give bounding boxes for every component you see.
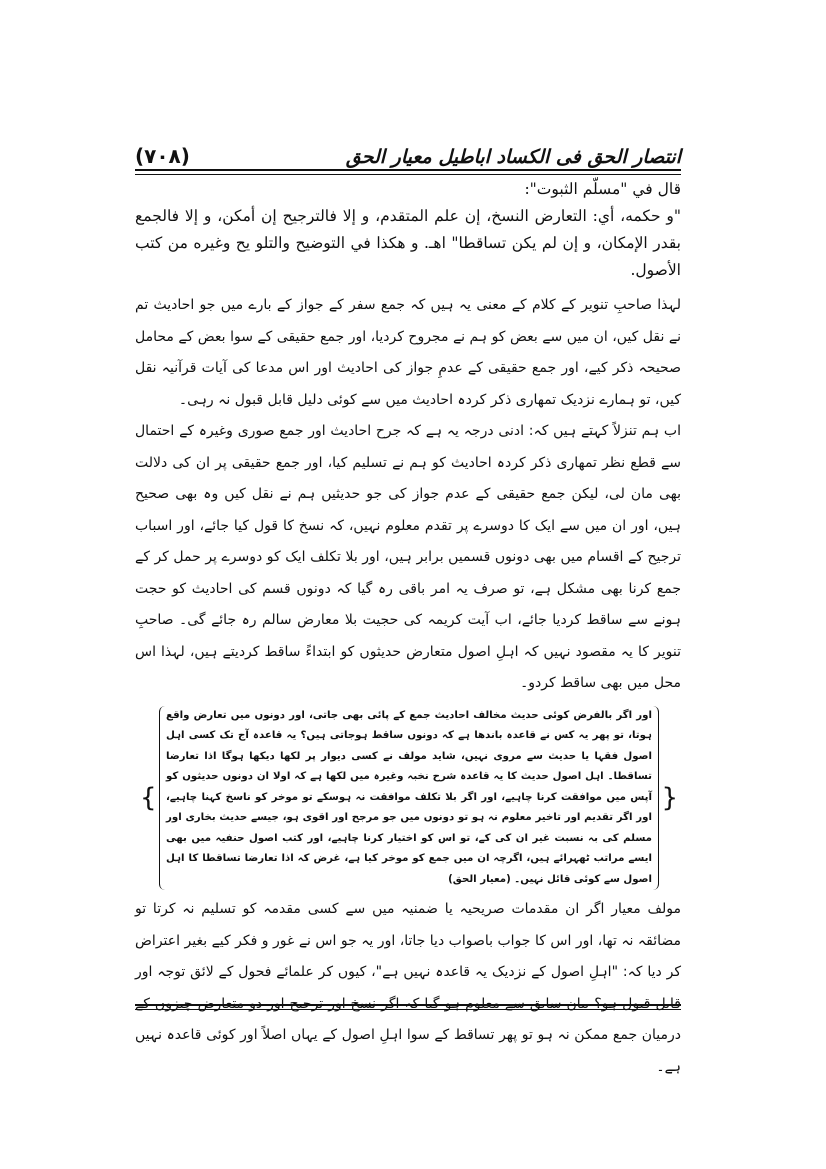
arabic-quote-intro: قال في "مسلّم الثبوت": — [524, 180, 681, 198]
running-title: انتصار الحق فی الکساد اباطیل معیار الحق — [345, 146, 681, 168]
paragraph-1: لہذا صاحبِ تنویر کے کلام کے معنی یہ ہیں کہ جمع سفر کے جواز کے بارے میں جو احادیث تم نے نقل کیں، ان میں سے بعض کو ہم نے مجروح کردیا، اور جمع حقیقی کے سوا بعض کے محامل صحیحہ ذکر کیے، اور جمع حقیقی کے عدمِ جواز کی احادیث اور اس مدعا کی آیات قرآنیہ نقل کیں، تو ہمارے نزدیک تمھاری ذکر کردہ احادیث میں سے کوئی دلیل قابل قبول نہ رہی۔ — [135, 297, 681, 408]
left-brace: } — [140, 782, 157, 813]
page-number: (۷۰۸) — [135, 144, 190, 168]
quoted-note-box — [140, 706, 678, 891]
paragraph-2: اب ہم تنزلاً کہتے ہیں کہ: ادنی درجہ یہ ہے کہ جرح احادیث اور جمع صوری وغیرہ کے احتمال سے قطع نظر تمھاری ذکر کردہ احادیث کو ہم نے تسلیم کیا، اور جمع حقیقی پر ان کی دلالت بھی مان لی، لیکن جمع حقیقی کے عدم جواز کی جو حدیثیں ہم نے نقل کیں وہ بھی صحیح ہیں، اور ان میں سے ایک کا دوسرے پر تقدم معلوم نہیں، کہ نسخ کا قول کیا جائے، اور اسباب ترجیح کے اقسام میں بھی دونوں قسمیں برابر ہیں، اور بلا تکلف ایک کو دوسرے پر حمل کر کے جمع کرنا بھی مشکل ہے، تو صرف یہ امر باقی رہ گیا کہ دونوں قسم کی احادیث کو حجت ہونے سے ساقط کردیا جائے، اب آیت کریمہ کی حجیت بلا معارض سالم رہ جائے گی۔ صاحبِ تنویر کا یہ مقصود نہیں کہ اہلِ اصول متعارض حدیثوں کو ابتداءً ساقط کردیتے ہیں، لہذا اس محل میں بھی ساقط کردو۔ — [135, 423, 681, 691]
right-brace: { — [661, 782, 678, 813]
footer-rule — [135, 1004, 681, 1010]
arabic-quote-text: "و حكمه، أي: التعارض النسخ، إن علم المتقدم، و إلا فالترجيح إن أمكن، و إلا فالجمع بقدر الإمكان، و إن لم يكن تساقطا" اهـ. و هكذا في التوضيح والتلو يح وغيره من كتب الأصول. — [135, 207, 681, 279]
quoted-note-text: اور اگر بالفرض کوئی حدیث مخالف احادیث جمع کے پائی بھی جاتی، اور دونوں میں تعارض واقع ہوتا، تو پھر یہ کس نے قاعدہ باندھا ہے کہ دونوں ساقط ہوجاتی ہیں؟ یہ قاعدہ آج تک کسی اہل اصول فقہا یا حدیث سے مروی نہیں، شاید مولف نے کسی دیوار پر لکھا دیکھا ہوگا اذا تعارضا تساقطا۔ اہل اصول حدیث کا یہ قاعدہ شرح نخبہ وغیرہ میں لکھا ہے کہ اولا ان دونوں حدیثوں کو آپس میں موافقت کرنا چاہیے، اور اگر بلا تکلف موافقت نہ ہوسکے تو موخر کو ناسخ کہنا چاہیے، اور اگر تقدیم اور تاخیر معلوم نہ ہو تو دونوں میں جو مرجح اور اقوی ہو، جیسے حدیث بخاری اور مسلم کی بہ نسبت غیر ان کی کے، تو اس کو اختیار کرنا چاہیے، اور کتب اصول حنفیہ میں بھی ایسے مراتب ٹھہرائے ہیں، اگرچہ ان میں جمع کو موخر کیا ہے، غرض کہ اذا تعارضا تساقطا کا اہل اصول سے کوئی قائل نہیں۔ (معیار الحق) — [166, 709, 652, 885]
page-body — [135, 176, 681, 1083]
header-rule — [135, 169, 681, 175]
page-header — [135, 128, 681, 168]
closing-paragraph: مولف معیار اگر ان مقدمات صریحیہ یا ضمنیہ میں سے کسی مقدمہ کو تسلیم نہ کرتا تو مضائقہ نہ تھا، اور اس کا جواب باصواب دیا جاتا، اور یہ جو اس نے غور و فکر کیے بغیر اعتراض کر دیا کہ: "اہلِ اصول کے نزدیک یہ قاعدہ نہیں ہے"، کیوں کر علمائے فحول کے لائق توجہ اور قابل قبول ہو؟ بیان سابق سے معلوم ہو گیا کہ اگر نسخ اور ترجیح اور دو متعارض چیزوں کے درمیان جمع ممکن نہ ہو تو پھر تساقط کے سوا اہلِ اصول کے یہاں اصلاً اور کوئی قاعدہ نہیں ہے۔ — [135, 901, 681, 1075]
